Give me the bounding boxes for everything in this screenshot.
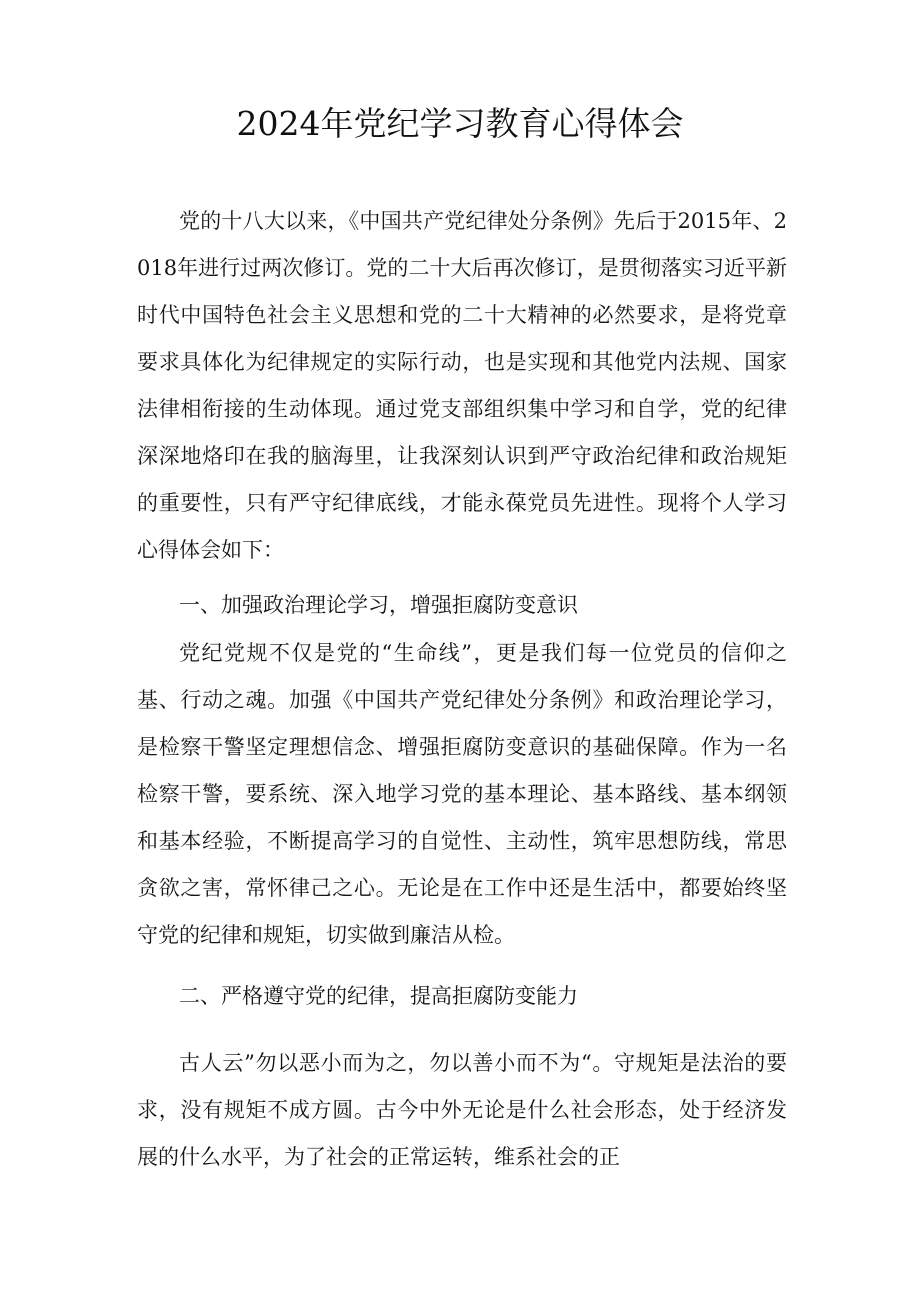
section-heading-block-1 (137, 582, 787, 629)
section-2-paragraph-block (137, 1040, 787, 1181)
section-1-paragraph-block (137, 630, 787, 959)
section-heading-block-2 (137, 973, 787, 1020)
intro-paragraph: 党的十八大以来，《中国共产党纪律处分条例》先后于2015年、2018年进行过两次修订。党的二十大后再次修订，是贯彻落实习近平新时代中国特色社会主义思想和党的二十大精神的必然要求，是将党章要求具体化为纪律规定的实际行动，也是实现和其他党内法规、国家法律相衔接的生动体现。通过党支部组织集中学习和自学，党的纪律深深地烙印在我的脑海里，让我深刻认识到严守政治纪律和政治规矩的重要性，只有严守纪律底线，才能永葆党员先进性。现将个人学习心得体会如下： (137, 209, 787, 562)
section-heading-2: 二、严格遵守党的纪律，提高拒腐防变能力 (179, 984, 578, 1008)
document-title: 2024年党纪学习教育心得体会 (236, 104, 684, 143)
section-1-paragraph: 党纪党规不仅是党的“生命线”，更是我们每一位党员的信仰之基、行动之魂。加强《中国共产党纪律处分条例》和政治理论学习，是检察干警坚定理想信念、增强拒腐防变意识的基础保障。作为一名检察干警，要系统、深入地学习党的基本理论、基本路线、基本纲领和基本经验，不断提高学习的自觉性、主动性，筑牢思想防线，常思贪欲之害，常怀律己之心。无论是在工作中还是生活中，都要始终坚守党的纪律和规矩，切实做到廉洁从检。 (137, 641, 787, 947)
section-heading-1: 一、加强政治理论学习，增强拒腐防变意识 (179, 593, 578, 617)
intro-paragraph-block (137, 198, 787, 574)
section-2-paragraph: 古人云”勿以恶小而为之，勿以善小而不为“。守规矩是法治的要求，没有规矩不成方圆。古今中外无论是什么社会形态，处于经济发展的什么水平，为了社会的正常运转，维系社会的正 (137, 1051, 787, 1169)
